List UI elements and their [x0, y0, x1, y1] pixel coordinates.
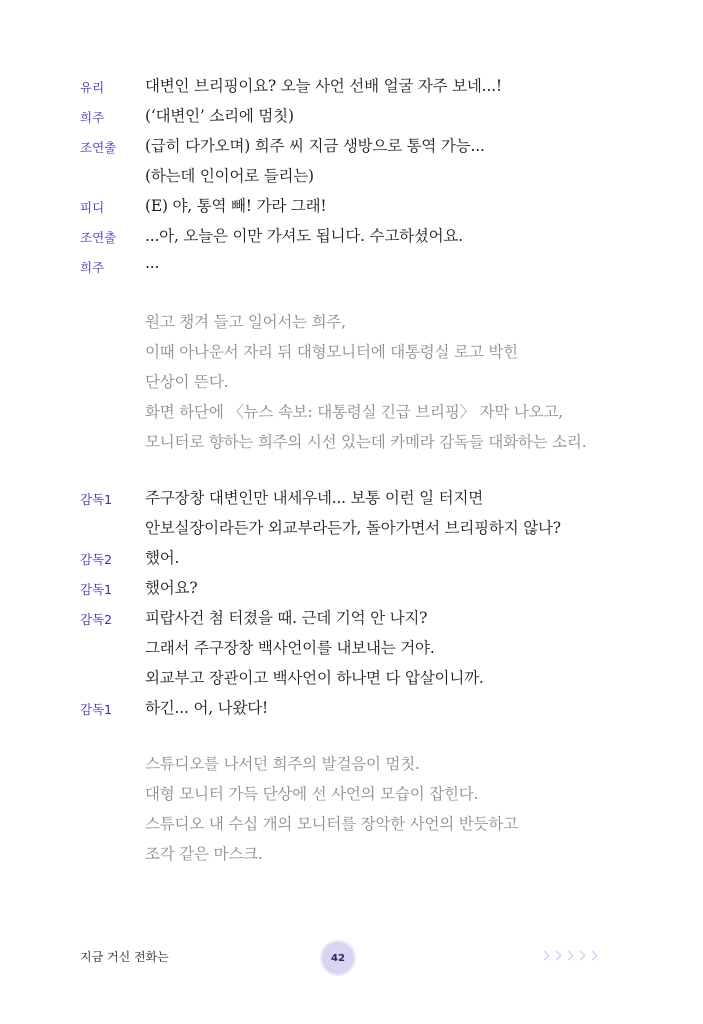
dialogue-row	[0, 192, 703, 220]
dialogue-row	[0, 252, 703, 280]
stage-direction	[0, 338, 703, 366]
speaker-name: 감독1	[80, 702, 113, 717]
dialogue-row	[0, 574, 703, 602]
dialogue-row	[0, 544, 703, 572]
direction-text: 대형 모니터 가득 단상에 선 사언의 모습이 잡힌다.	[145, 785, 479, 803]
speaker-name: 조연출	[80, 140, 117, 155]
dialogue-text: 하긴... 어, 나왔다!	[145, 699, 269, 717]
dialogue-row	[0, 484, 703, 512]
dialogue-row	[0, 162, 703, 190]
dialogue-text: (급히 다가오며) 희주 씨 지금 생방으로 통역 가능...	[145, 137, 485, 155]
direction-text: 원고 챙겨 들고 일어서는 희주,	[145, 313, 346, 331]
direction-text: 단상이 뜬다.	[145, 373, 229, 391]
dialogue-text: 주구장창 대변인만 내세우네... 보통 이런 일 터지면	[145, 489, 484, 507]
dialogue-text: (E) 야, 통역 빼! 가라 그래!	[145, 197, 327, 215]
dialogue-text: (하는데 인이어로 들리는)	[145, 167, 314, 185]
stage-direction	[0, 780, 703, 808]
dialogue-text: 했어.	[145, 549, 180, 567]
dialogue-text: 안보실장이라든가 외교부라든가, 돌아가면서 브리핑하지 않나?	[145, 519, 561, 537]
speaker-name: 희주	[80, 260, 105, 275]
dialogue-row	[0, 514, 703, 542]
chevron-right-icon	[552, 951, 562, 961]
dialogue-row	[0, 604, 703, 632]
speaker-name: 감독2	[80, 552, 113, 567]
dialogue-text: 피랍사건 첨 터졌을 때. 근데 기억 안 나지?	[145, 609, 428, 627]
direction-text: 스튜디오를 나서던 희주의 발걸음이 멈칫.	[145, 755, 420, 773]
page-number-badge	[322, 942, 354, 974]
stage-direction	[0, 840, 703, 868]
dialogue-row	[0, 102, 703, 130]
dialogue-text: ...아, 오늘은 이만 가셔도 됩니다. 수고하셨어요.	[145, 227, 463, 245]
stage-direction	[0, 750, 703, 778]
chevron-right-icon	[576, 951, 586, 961]
dialogue-text: 했어요?	[145, 579, 198, 597]
speaker-name: 유리	[80, 80, 105, 95]
book-title: 지금 거신 전화는	[80, 950, 169, 964]
dialogue-row	[0, 132, 703, 160]
direction-text: 화면 하단에 〈뉴스 속보: 대통령실 긴급 브리핑〉 자막 나오고,	[145, 403, 563, 421]
dialogue-row	[0, 222, 703, 250]
chevron-right-icon	[540, 951, 550, 961]
dialogue-text: 그래서 주구장창 백사언이를 내보내는 거야.	[145, 639, 435, 657]
dialogue-text: (‘대변인’ 소리에 멈칫)	[145, 107, 294, 125]
dialogue-row	[0, 664, 703, 692]
stage-direction	[0, 308, 703, 336]
speaker-name: 조연출	[80, 230, 117, 245]
speaker-name: 피디	[80, 200, 105, 215]
direction-text: 스튜디오 내 수십 개의 모니터를 장악한 사언의 반듯하고	[145, 815, 518, 833]
dialogue-text: 대변인 브리핑이요? 오늘 사언 선배 얼굴 자주 보네...!	[145, 77, 502, 95]
dialogue-row	[0, 72, 703, 100]
page-number: 42	[331, 952, 345, 964]
dialogue-row	[0, 634, 703, 662]
dialogue-text: ...	[145, 254, 160, 272]
chevron-decoration	[541, 952, 596, 959]
speaker-name: 감독1	[80, 582, 113, 597]
dialogue-row	[0, 694, 703, 722]
chevron-right-icon	[588, 951, 598, 961]
speaker-name: 희주	[80, 110, 105, 125]
direction-text: 조각 같은 마스크.	[145, 845, 263, 863]
speaker-name: 감독2	[80, 612, 113, 627]
stage-direction	[0, 428, 703, 456]
chevron-right-icon	[564, 951, 574, 961]
stage-direction	[0, 368, 703, 396]
speaker-name: 감독1	[80, 492, 113, 507]
dialogue-text: 외교부고 장관이고 백사언이 하나면 다 압살이니까.	[145, 669, 484, 687]
stage-direction	[0, 810, 703, 838]
direction-text: 모니터로 향하는 희주의 시선 있는데 카메라 감독들 대화하는 소리.	[145, 433, 587, 451]
direction-text: 이때 아나운서 자리 뒤 대형모니터에 대통령실 로고 박힌	[145, 343, 518, 361]
stage-direction	[0, 398, 703, 426]
